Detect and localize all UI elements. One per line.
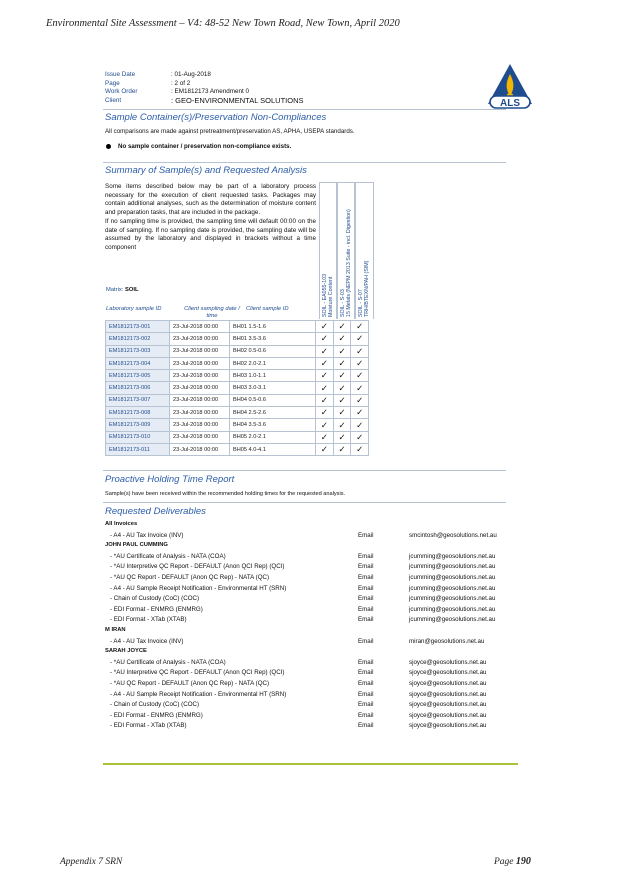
table-row xyxy=(106,345,369,357)
check-icon: ✓ xyxy=(351,443,369,455)
check-icon: ✓ xyxy=(316,394,334,406)
client-sample-id-cell: BH01 1.5-1.6 xyxy=(230,321,316,333)
divider xyxy=(103,109,506,110)
meta-row xyxy=(105,71,304,80)
check-icon: ✓ xyxy=(316,333,334,345)
summary-paragraph xyxy=(105,183,316,253)
sample-id-cell: EM1812173-002 xyxy=(106,333,170,345)
table-row xyxy=(106,407,369,419)
delivery-email: smcintosh@geosolutions.net.au xyxy=(409,531,497,539)
client-sample-id-cell: BH03 3.0-3.1 xyxy=(230,382,316,394)
check-icon: ✓ xyxy=(333,321,351,333)
check-icon: ✓ xyxy=(316,407,334,419)
sampling-datetime-cell: 23-Jul-2018 00:00 xyxy=(170,370,230,382)
delivery-method: Email xyxy=(358,552,374,560)
footer-page-label: Page xyxy=(494,857,514,867)
meta-value: : 01-Aug-2018 xyxy=(171,71,211,78)
divider xyxy=(103,162,506,163)
sampling-datetime-cell: 23-Jul-2018 00:00 xyxy=(170,333,230,345)
deliverable-row xyxy=(105,532,525,543)
column-header-client-id: Client sample ID xyxy=(246,306,289,312)
matrix-label xyxy=(106,287,139,293)
footer-page-number: 190 xyxy=(515,856,531,867)
holding-note: Sample(s) have been received within the recommended holding times for the requested analysis. xyxy=(105,491,346,497)
client-sample-id-cell: BH03 1.0-1.1 xyxy=(230,370,316,382)
delivery-email: jcumming@geosolutions.net.au xyxy=(409,584,496,592)
delivery-method: Email xyxy=(358,690,374,698)
deliverable-name: - Chain of Custody (CoC) (COC) xyxy=(110,595,200,603)
check-icon: ✓ xyxy=(351,321,369,333)
sample-id-cell: EM1812173-001 xyxy=(106,321,170,333)
meta-key: Work Order xyxy=(105,88,138,96)
report-meta xyxy=(105,71,304,105)
check-icon: ✓ xyxy=(316,345,334,357)
sampling-datetime-cell: 23-Jul-2018 00:00 xyxy=(170,357,230,369)
check-icon: ✓ xyxy=(351,357,369,369)
check-icon: ✓ xyxy=(333,407,351,419)
sample-id-cell: EM1812173-008 xyxy=(106,407,170,419)
summary-text: Some items described below may be part of a laboratory process necessary for the execution of client requested tasks. Packages may contain additional analyses, such as the determination of moisture content and preparation tasks, that are included in the package. xyxy=(105,183,316,217)
delivery-method: Email xyxy=(358,701,374,709)
check-icon: ✓ xyxy=(351,419,369,431)
delivery-email: jcumming@geosolutions.net.au xyxy=(409,616,496,624)
deliverable-name: - A4 - AU Sample Receipt Notification - Environmental HT (SRN) xyxy=(110,690,287,698)
divider xyxy=(103,470,506,471)
delivery-email: jcumming@geosolutions.net.au xyxy=(409,573,496,581)
sampling-datetime-cell: 23-Jul-2018 00:00 xyxy=(170,321,230,333)
deliverable-name: - *AU Certificate of Analysis - NATA (COA) xyxy=(110,552,226,560)
standards-note: All comparisons are made against pretreatment/preservation AS, APHA, USEPA standards. xyxy=(105,128,355,135)
analysis-header-text: SOIL - S-07 TRH/BTEXN/PAH (SIM) xyxy=(358,260,371,317)
sample-id-cell: EM1812173-003 xyxy=(106,345,170,357)
client-sample-id-cell: BH01 3.5-3.6 xyxy=(230,333,316,345)
meta-value: : EM1812173 Amendment 0 xyxy=(171,88,250,96)
check-icon: ✓ xyxy=(333,333,351,345)
deliverable-name: - *AU Interpretive QC Report - DEFAULT (Anon QCI Rep) (QCI) xyxy=(110,563,285,571)
check-icon: ✓ xyxy=(351,431,369,443)
deliverable-row xyxy=(105,585,525,596)
delivery-email: jcumming@geosolutions.net.au xyxy=(409,563,496,571)
deliverable-row xyxy=(105,712,525,723)
sample-id-cell: EM1812173-005 xyxy=(106,370,170,382)
analysis-header-text: SOIL - S-03 15 Metals (NEPM 2013 Suite - incl. Digestion) xyxy=(340,209,353,317)
analysis-header-text: SOIL - EA055-103 Moisture Content xyxy=(322,273,335,317)
client-sample-id-cell: BH04 2.5-2.6 xyxy=(230,407,316,419)
analysis-header-2 xyxy=(337,182,355,319)
analysis-header-1 xyxy=(319,182,337,319)
deliverables-list xyxy=(105,521,525,733)
check-icon: ✓ xyxy=(316,321,334,333)
deliverable-name: - EDI Format - ENMRG (ENMRG) xyxy=(110,711,203,719)
meta-row xyxy=(105,97,304,106)
check-icon: ✓ xyxy=(351,407,369,419)
delivery-method: Email xyxy=(358,679,374,687)
section-title-summary: Summary of Sample(s) and Requested Analysis xyxy=(105,165,307,176)
delivery-email: sjoyce@geosolutions.net.au xyxy=(409,679,487,687)
check-icon: ✓ xyxy=(333,382,351,394)
deliverable-name: - Chain of Custody (CoC) (COC) xyxy=(110,701,200,709)
deliverable-group: All Invoices xyxy=(105,521,138,527)
deliverable-row xyxy=(105,638,525,649)
delivery-email: miran@geosolutions.net.au xyxy=(409,637,485,645)
analysis-header-3 xyxy=(355,182,374,319)
delivery-email: sjoyce@geosolutions.net.au xyxy=(409,722,487,730)
check-icon: ✓ xyxy=(333,431,351,443)
check-icon: ✓ xyxy=(333,370,351,382)
delivery-email: sjoyce@geosolutions.net.au xyxy=(409,658,487,666)
divider xyxy=(103,502,506,503)
delivery-method: Email xyxy=(358,616,374,624)
deliverable-name: - *AU QC Report - DEFAULT (Anon QC Rep) - NATA (QC) xyxy=(110,679,270,687)
deliverable-row xyxy=(105,691,525,702)
delivery-email: sjoyce@geosolutions.net.au xyxy=(409,690,487,698)
delivery-method: Email xyxy=(358,658,374,666)
sampling-datetime-cell: 23-Jul-2018 00:00 xyxy=(170,419,230,431)
sample-id-cell: EM1812173-009 xyxy=(106,419,170,431)
deliverable-row xyxy=(105,574,525,585)
column-header-lab-id: Laboratory sample ID xyxy=(106,306,162,312)
deliverable-name: - *AU QC Report - DEFAULT (Anon QC Rep) - NATA (QC) xyxy=(110,573,270,581)
als-logo xyxy=(484,62,536,112)
meta-value: : 2 of 2 xyxy=(171,79,191,87)
table-row xyxy=(106,370,369,382)
deliverable-name: - A4 - AU Tax Invoice (INV) xyxy=(110,531,184,539)
deliverable-row xyxy=(105,680,525,691)
matrix-value: SOIL xyxy=(125,287,139,293)
check-icon: ✓ xyxy=(351,394,369,406)
matrix-key: Matrix: xyxy=(106,287,124,293)
check-icon: ✓ xyxy=(351,382,369,394)
bullet-item xyxy=(106,143,291,150)
delivery-email: jcumming@geosolutions.net.au xyxy=(409,605,496,613)
check-icon: ✓ xyxy=(351,345,369,357)
deliverable-row xyxy=(105,606,525,617)
check-icon: ✓ xyxy=(333,394,351,406)
meta-key: Client xyxy=(105,96,122,104)
check-icon: ✓ xyxy=(351,333,369,345)
sampling-datetime-cell: 23-Jul-2018 00:00 xyxy=(170,345,230,357)
deliverable-row xyxy=(105,616,525,627)
deliverable-name: - EDI Format - XTab (XTAB) xyxy=(110,616,187,624)
delivery-email: jcumming@geosolutions.net.au xyxy=(409,595,496,603)
sample-id-cell: EM1812173-007 xyxy=(106,394,170,406)
deliverable-name: - EDI Format - ENMRG (ENMRG) xyxy=(110,605,203,613)
client-sample-id-cell: BH04 0.5-0.6 xyxy=(230,394,316,406)
delivery-method: Email xyxy=(358,563,374,571)
delivery-method: Email xyxy=(358,584,374,592)
footer-page xyxy=(494,856,531,867)
check-icon: ✓ xyxy=(333,345,351,357)
section-title-non-compliance: Sample Container(s)/Preservation Non-Compliances xyxy=(105,112,327,123)
delivery-method: Email xyxy=(358,722,374,730)
delivery-email: sjoyce@geosolutions.net.au xyxy=(409,701,487,709)
delivery-email: jcumming@geosolutions.net.au xyxy=(409,552,496,560)
check-icon: ✓ xyxy=(316,443,334,455)
table-row xyxy=(106,333,369,345)
delivery-method: Email xyxy=(358,637,374,645)
check-icon: ✓ xyxy=(333,419,351,431)
meta-key: Page xyxy=(105,79,120,87)
delivery-email: sjoyce@geosolutions.net.au xyxy=(409,669,487,677)
check-icon: ✓ xyxy=(351,370,369,382)
delivery-email: sjoyce@geosolutions.net.au xyxy=(409,711,487,719)
table-row xyxy=(106,419,369,431)
table-row xyxy=(106,431,369,443)
check-icon: ✓ xyxy=(316,382,334,394)
summary-text: If no sampling time is provided, the sampling time will default 00:00 on the date of sampling. If no sampling date is provided, the sampling date will be assumed by the laboratory and displayed in brackets without a time component xyxy=(105,217,316,251)
client-sample-id-cell: BH04 3.5-3.6 xyxy=(230,419,316,431)
bullet-text: No sample container / preservation non-compliance exists. xyxy=(118,143,292,150)
check-icon: ✓ xyxy=(333,357,351,369)
logo-text: ALS xyxy=(500,98,520,109)
table-row xyxy=(106,321,369,333)
table-row xyxy=(106,357,369,369)
delivery-method: Email xyxy=(358,669,374,677)
deliverable-group: JOHN PAUL CUMMING xyxy=(105,542,168,549)
deliverable-name: - A4 - AU Sample Receipt Notification - Environmental HT (SRN) xyxy=(110,584,287,592)
deliverable-name: - *AU Interpretive QC Report - DEFAULT (Anon QCI Rep) (QCI) xyxy=(110,669,285,677)
table-row xyxy=(106,382,369,394)
samples-table xyxy=(105,320,369,456)
table-row xyxy=(106,394,369,406)
section-title-deliverables: Requested Deliverables xyxy=(105,506,206,517)
footer-appendix: Appendix 7 SRN xyxy=(60,857,123,867)
footer-rule xyxy=(103,763,518,765)
deliverable-name: - EDI Format - XTab (XTAB) xyxy=(110,722,187,730)
deliverable-row xyxy=(105,563,525,574)
check-icon: ✓ xyxy=(316,431,334,443)
meta-key: Issue Date xyxy=(105,71,136,78)
deliverable-group: SARAH JOYCE xyxy=(105,648,147,655)
deliverable-name: - *AU Certificate of Analysis - NATA (COA) xyxy=(110,658,226,666)
check-icon: ✓ xyxy=(316,419,334,431)
column-header-sampling: Client sampling date / time xyxy=(184,306,240,319)
delivery-method: Email xyxy=(358,531,374,539)
client-sample-id-cell: BH02 2.0-2.1 xyxy=(230,357,316,369)
deliverable-row xyxy=(105,722,525,733)
sample-id-cell: EM1812173-011 xyxy=(106,443,170,455)
meta-row xyxy=(105,80,304,89)
sampling-datetime-cell: 23-Jul-2018 00:00 xyxy=(170,443,230,455)
sample-id-cell: EM1812173-010 xyxy=(106,431,170,443)
client-sample-id-cell: BH02 0.5-0.6 xyxy=(230,345,316,357)
deliverable-row xyxy=(105,669,525,680)
deliverable-name: - A4 - AU Tax Invoice (INV) xyxy=(110,637,184,645)
deliverable-group: M IRAN xyxy=(105,626,126,633)
client-sample-id-cell: BH05 2.0-2.1 xyxy=(230,431,316,443)
check-icon: ✓ xyxy=(333,443,351,455)
sampling-datetime-cell: 23-Jul-2018 00:00 xyxy=(170,394,230,406)
sampling-datetime-cell: 23-Jul-2018 00:00 xyxy=(170,382,230,394)
bullet-icon xyxy=(106,144,111,149)
section-title-holding: Proactive Holding Time Report xyxy=(105,474,235,485)
meta-value: : GEO-ENVIRONMENTAL SOLUTIONS xyxy=(171,95,304,105)
sample-id-cell: EM1812173-006 xyxy=(106,382,170,394)
running-header: Environmental Site Assessment – V4: 48-52 New Town Road, New Town, April 2020 xyxy=(46,18,400,29)
check-icon: ✓ xyxy=(316,370,334,382)
client-sample-id-cell: BH05 4.0-4.1 xyxy=(230,443,316,455)
deliverable-row xyxy=(105,659,525,670)
delivery-method: Email xyxy=(358,573,374,581)
deliverable-row xyxy=(105,595,525,606)
sampling-datetime-cell: 23-Jul-2018 00:00 xyxy=(170,407,230,419)
sample-id-cell: EM1812173-004 xyxy=(106,357,170,369)
sampling-datetime-cell: 23-Jul-2018 00:00 xyxy=(170,431,230,443)
deliverable-row xyxy=(105,553,525,564)
deliverable-row xyxy=(105,701,525,712)
delivery-method: Email xyxy=(358,711,374,719)
check-icon: ✓ xyxy=(316,357,334,369)
delivery-method: Email xyxy=(358,605,374,613)
delivery-method: Email xyxy=(358,595,374,603)
table-row xyxy=(106,443,369,455)
